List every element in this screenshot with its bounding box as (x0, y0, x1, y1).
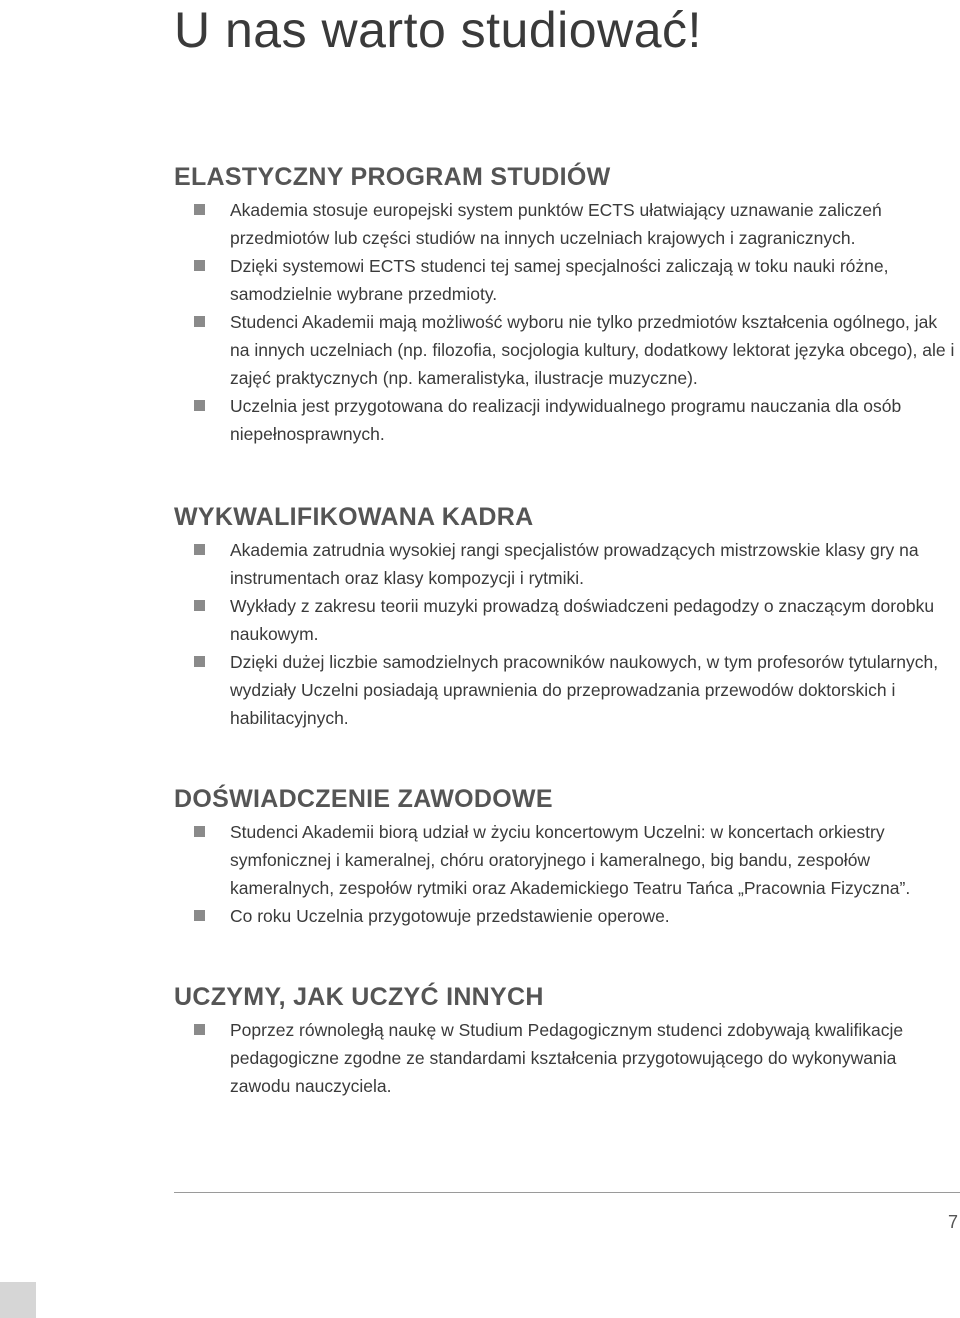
section-professional-experience (174, 784, 960, 930)
page-number: 7 (947, 1212, 958, 1232)
list-item (174, 308, 960, 392)
section-heading: UCZYMY, JAK UCZYĆ INNYCH (174, 983, 544, 1011)
list-item-text: Co roku Uczelnia przygotowuje przedstawienie operowe. (230, 906, 670, 926)
square-bullet-icon (194, 544, 205, 555)
section-teaching-how-to-teach (174, 982, 960, 1100)
square-bullet-icon (194, 910, 205, 921)
bullet-list (174, 536, 960, 732)
square-bullet-icon (194, 316, 205, 327)
list-item-text: Dzięki systemowi ECTS studenci tej samej specjalności zaliczają w toku nauki różne, samodzielnie wybrane przedmioty. (230, 256, 889, 304)
square-bullet-icon (194, 826, 205, 837)
section-heading: ELASTYCZNY PROGRAM STUDIÓW (174, 163, 611, 191)
square-bullet-icon (194, 656, 205, 667)
bullet-list (174, 1016, 960, 1100)
list-item-text: Uczelnia jest przygotowana do realizacji indywidualnego programu nauczania dla osób niepełnosprawnych. (230, 396, 902, 444)
list-item-text: Poprzez równoległą naukę w Studium Pedagogicznym studenci zdobywają kwalifikacje pedagogiczne zgodne ze standardami kształcenia przygotowującego do wykonywania zawodu nauczyciela. (230, 1020, 904, 1096)
list-item (174, 902, 960, 930)
list-item (174, 1016, 960, 1100)
section-flexible-program (174, 162, 960, 448)
square-bullet-icon (194, 204, 205, 215)
section-heading: WYKWALIFIKOWANA KADRA (174, 503, 534, 531)
list-item-text: Akademia stosuje europejski system punktów ECTS ułatwiający uznawanie zaliczeń przedmiotów lub części studiów na innych uczelniach krajowych i zagranicznych. (230, 200, 882, 248)
list-item (174, 536, 960, 592)
page-title: U nas warto studiować! (174, 2, 702, 58)
list-item-text: Wykłady z zakresu teorii muzyki prowadzą doświadczeni pedagodzy o znaczącym dorobku naukowym. (230, 596, 935, 644)
square-bullet-icon (194, 1024, 205, 1035)
bullet-list (174, 818, 960, 930)
square-bullet-icon (194, 400, 205, 411)
list-item-text: Studenci Akademii mają możliwość wyboru nie tylko przedmiotów kształcenia ogólnego, jak na innych uczelniach (np. filozofia, socjologia kultury, dodatkowy lektorat języka obcego), ale i zajęć praktycznych (np. kameralistyka, ilustracje muzyczne). (230, 312, 955, 388)
list-item (174, 392, 960, 448)
list-item-text: Akademia zatrudnia wysokiej rangi specjalistów prowadzących mistrzowskie klasy gry na instrumentach oraz klasy kompozycji i rytmiki. (230, 540, 919, 588)
list-item (174, 592, 960, 648)
footer-divider (174, 1192, 960, 1193)
section-heading: DOŚWIADCZENIE ZAWODOWE (174, 785, 553, 813)
square-bullet-icon (194, 260, 205, 271)
list-item (174, 196, 960, 252)
square-bullet-icon (194, 600, 205, 611)
list-item (174, 818, 960, 902)
list-item-text: Studenci Akademii biorą udział w życiu koncertowym Uczelni: w koncertach orkiestry symfonicznej i kameralnej, chóru oratoryjnego i kameralnego, big bandu, zespołów kameralnych, zespołów rytmiki oraz Akademickiego Teatru Tańca „Pracownia Fizyczna”. (230, 822, 911, 898)
corner-marker (0, 1282, 36, 1318)
list-item (174, 648, 960, 732)
list-item (174, 252, 960, 308)
list-item-text: Dzięki dużej liczbie samodzielnych pracowników naukowych, w tym profesorów tytularnych, wydziały Uczelni posiadają uprawnienia do przeprowadzania przewodów doktorskich i habilitacyjnych. (230, 652, 939, 728)
bullet-list (174, 196, 960, 448)
section-qualified-staff (174, 502, 960, 732)
